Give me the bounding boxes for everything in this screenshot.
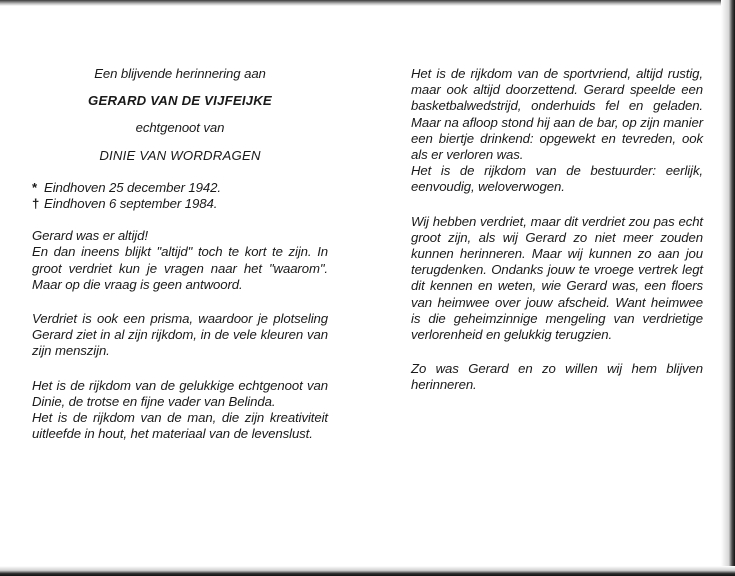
- paragraph-1: En dan ineens blijkt "altijd" toch te kort te zijn. In groot verdriet kun je vragen naar het "waarom". Maar op die vraag is geen antwoord.: [32, 244, 328, 292]
- paragraph-6: Het is de rijkdom van de bestuurder: eerlijk, eenvoudig, weloverwogen.: [411, 163, 703, 195]
- paragraph-3: Het is de rijkdom van de gelukkige echtgenoot van Dinie, de trotse en fijne vader van Belinda.: [32, 377, 328, 409]
- memorial-card: [0, 6, 721, 566]
- spouse-name: DINIE VAN WORDRAGEN: [99, 147, 261, 163]
- paragraph-4: Het is de rijkdom van de man, die zijn kreativiteit uitleefde in hout, het materiaal van de levenslust.: [32, 410, 328, 442]
- paragraph-1-first-line: Gerard was er altijd!: [32, 228, 148, 244]
- birth-star-icon: *: [32, 179, 38, 195]
- left-column: [32, 66, 328, 442]
- death-text: Eindhoven 6 september 1984.: [44, 196, 218, 212]
- scan-edge-right: [721, 0, 735, 576]
- intro-line: Een blijvende herinnering aan: [94, 66, 266, 81]
- death-cross-icon: †: [32, 196, 40, 212]
- paragraph-2: Verdriet is ook een prisma, waardoor je plotseling Gerard ziet in al zijn rijkdom, in de vele kleuren van zijn menszijn.: [32, 311, 328, 359]
- scan-edge-bottom: [0, 566, 735, 576]
- paragraph-8: Zo was Gerard en zo willen wij hem blijven herinneren.: [411, 361, 703, 393]
- paragraph-7: Wij hebben verdriet, maar dit verdriet zou pas echt groot zijn, als wij Gerard zo niet meer zouden kunnen herinneren. Maar wij kunnen zo aan jou terugdenken. Ondanks jouw te vroege vertrek legt dit kennen en weten, wie Gerard was, een floers van heimwee over jouw afscheid. Want heimwee is die geheimzinnige mengeling van verdrietige verlorenheid en gelukkig terugzien.: [411, 213, 703, 343]
- birth-text: Eindhoven 25 december 1942.: [44, 179, 221, 195]
- deceased-name: GERARD VAN DE VIJFEIJKE: [88, 93, 272, 109]
- right-column: [411, 66, 703, 394]
- birth-line: [32, 180, 328, 196]
- relation-line: echtgenoot van: [135, 120, 225, 136]
- death-line: [32, 196, 328, 212]
- paragraph-5: Het is de rijkdom van de sportvriend, altijd rustig, maar ook altijd doorzettend. Gerard speelde een basketbalwedstrijd, onderhuids fel en geladen. Maar na afloop stond hij aan de bar, op zijn manier een biertje drinkend: opgewekt en tevreden, ook als er verloren was.: [411, 66, 703, 163]
